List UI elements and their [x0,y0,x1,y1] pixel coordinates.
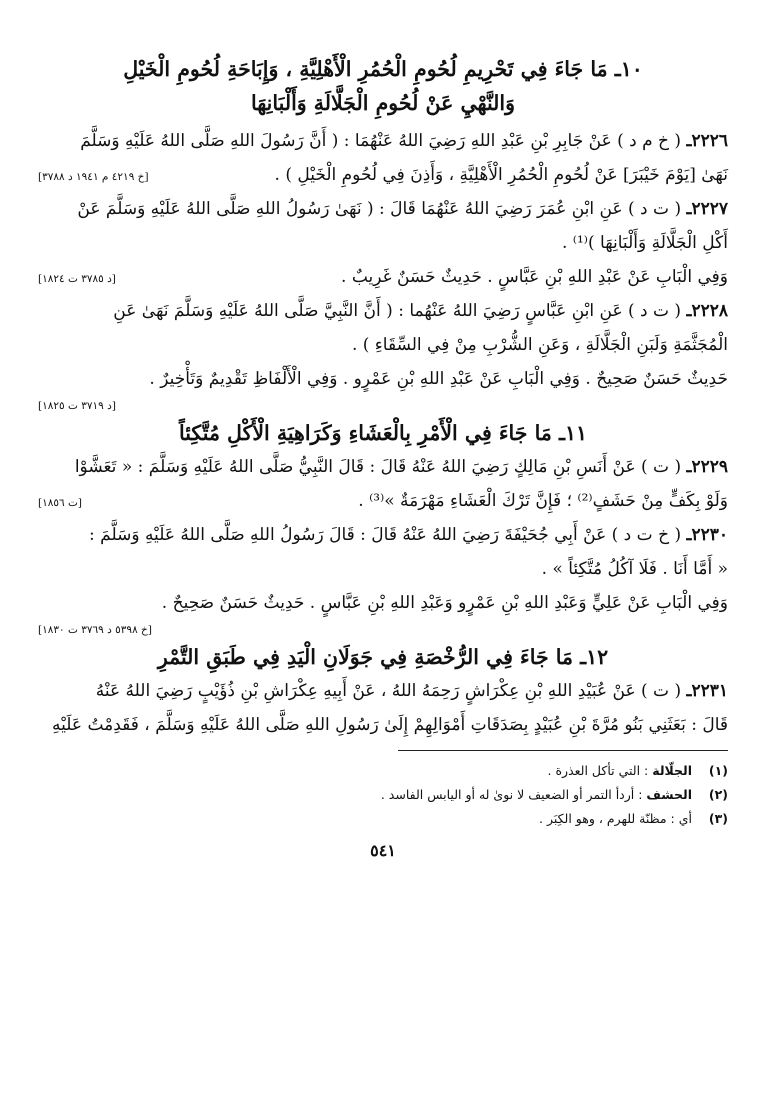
hadith-reference: [خ ٤٢١٩ م ١٩٤١ د ٣٧٨٨] [38,171,149,183]
hadith-number: ٢٢٢٩ـ [686,457,728,477]
hadith-2226 [38,124,728,192]
hadith-text: ( خ ت د ) عَنْ أَبِي جُحَيْفَةَ رَضِيَ اللهُ عَنْهُ قَالَ : قَالَ رَسُولُ اللهِ صَلَّى اللهُ عَلَيْهِ وَسَلَّمَ : [89,525,682,545]
footnote-text: الحشف : أردأ التمر أو الضعيف لا نوىٰ له أو اليابس الفاسد . [380,787,692,802]
hadith-text: ( ت د ) عَنِ ابْنِ عَبَّاسٍ رَضِيَ اللهُ عَنْهُما : ( أَنَّ النَّبِيَّ صَلَّى اللهُ عَلَيْهِ وَسَلَّمَ نَهَىٰ عَنِ [113,301,682,321]
footnote-2 [38,783,728,807]
footnotes [38,759,728,831]
hadith-line [38,484,728,518]
hadith-line [38,124,728,158]
hadith-number: ٢٢٣٠ـ [686,525,728,545]
hadith-2228 [38,294,728,416]
hadith-line: أَكْلِ الْجَلَّالَةِ وَأَلْبَانِهَا )⁽¹⁾ . [561,233,728,253]
footnote-1 [38,759,728,783]
book-page [38,52,728,860]
footnote-number: (١) [708,763,728,778]
hadith-number: ٢٢٢٧ـ [686,199,728,219]
hadith-line [38,192,728,226]
hadith-grading: حَدِيثٌ حَسَنٌ صَحِيحٌ . وَفِي الْبَابِ عَنْ عَبْدِ اللهِ بْنِ عَمْرٍو . وَفِي الْأَلْفَاظِ تَقْدِيمٌ وَتَأْخِيرٌ . [149,369,728,389]
hadith-line: الْمُجَثَّمَةِ وَلَبَنِ الْجَلَّالَةِ ، وَعَنِ الشُّرْبِ مِنْ فِي السِّقَاءِ ) . [351,335,728,355]
hadith-text: ( ت ) عَنْ أَنَسِ بْنِ مَالِكٍ رَضِيَ اللهُ عَنْهُ قَالَ : قَالَ النَّبِيُّ صَلَّى اللهُ عَلَيْهِ وَسَلَّمَ : « تَعَشَّوْا [74,457,682,477]
page-number: ٥٤١ [370,841,396,860]
chapter-title-12: ١٢ـ مَا جَاءَ فِي الرُّخْصَةِ فِي جَوَلَانِ الْيَدِ فِي طَبَقِ التَّمْرِ [157,645,609,669]
chapter-title-11: ١١ـ مَا جَاءَ فِي الْأَمْرِ بِالْعَشَاءِ وَكَرَاهِيَةِ الْأَكْلِ مُتَّكِئاً [179,421,587,445]
hadith-line [38,158,728,192]
hadith-line [38,518,728,552]
hadith-text: نَهَىٰ [يَوْمَ خَيْبَرَ] عَنْ لُحُومِ الْحُمُرِ الْأَهْلِيَّةِ ، وَأَذِنَ فِي لُحُومِ الْخَيْلِ ) . [274,165,728,185]
hadith-number: ٢٢٣١ـ [686,681,728,701]
hadith-line [38,450,728,484]
hadith-2229 [38,450,728,518]
hadith-grading: وَفِي الْبَابِ عَنْ عَلِيٍّ وَعَبْدِ اللهِ بْنِ عَمْرٍو وَعَبْدِ اللهِ بْنِ عَبَّاسٍ . حَدِيثٌ حَسَنٌ صَحِيحٌ . [161,593,728,613]
hadith-2231 [38,674,728,742]
hadith-2230 [38,518,728,640]
chapter-title-10-line2: وَالنَّهْيِ عَنْ لُحُومِ الْجَلَّالَةِ وَأَلْبَانِهَا [250,91,516,115]
hadith-line: قَالَ : بَعَثَنِي بَنُو مُرَّةَ بْنِ عُبَيْدٍ بِصَدَقَاتِ أَمْوَالِهِمْ إِلَىٰ رَسُولِ اللهِ صَلَّى اللهُ عَلَيْهِ وَسَلَّمَ ، فَقَدِمْتُ عَلَيْهِ [52,715,728,735]
hadith-reference: [د ٣٧١٩ ت ١٨٢٥] [38,400,116,412]
chapter-title-10: ١٠ـ مَا جَاءَ فِي تَحْرِيمِ لُحُومِ الْحُمُرِ الْأَهْلِيَّةِ ، وَإِبَاحَةِ لُحُومِ الْخَيْلِ [123,57,643,81]
hadith-line [38,674,728,708]
hadith-number: ٢٢٢٨ـ [686,301,728,321]
footnote-text: الجلّالة : التي تأكل العذرة . [547,763,692,778]
hadith-reference: [ت ١٨٥٦] [38,497,82,509]
hadith-line [38,260,728,294]
hadith-text: وَلَوْ بِكَفٍّ مِنْ حَشَفٍ⁽²⁾ ؛ فَإِنَّ تَرْكَ الْعَشَاءِ مَهْرَمَةٌ »⁽³⁾ . [358,491,728,511]
hadith-text: ( ت د ) عَنِ ابْنِ عُمَرَ رَضِيَ اللهُ عَنْهُمَا قَالَ : ( نَهَىٰ رَسُولُ اللهِ صَلَّى اللهُ عَلَيْهِ وَسَلَّمَ عَنْ [77,199,682,219]
hadith-reference: [خ ٥٣٩٨ د ٣٧٦٩ ت ١٨٣٠] [38,624,152,636]
footnote-divider [398,750,728,751]
hadith-number: ٢٢٢٦ـ [686,131,728,151]
hadith-grading: وَفِي الْبَابِ عَنْ عَبْدِ اللهِ بْنِ عَبَّاسٍ . حَدِيثٌ حَسَنٌ غَرِيبٌ . [341,267,728,287]
footnote-3 [38,807,728,831]
footnote-text: أي : مظنّة للهرم ، وهو الكِبَر . [539,811,692,826]
hadith-text: ( خ م د ) عَنْ جَابِرِ بْنِ عَبْدِ اللهِ رَضِيَ اللهُ عَنْهُمَا : ( أَنَّ رَسُولَ اللهِ صَلَّى اللهُ عَلَيْهِ وَسَلَّمَ [80,131,682,151]
footnote-number: (٢) [708,787,728,802]
hadith-line [38,294,728,328]
hadith-2227 [38,192,728,294]
footnote-number: (٣) [708,811,728,826]
hadith-text: ( ت ) عَنْ عُبَيْدِ اللهِ بْنِ عِكْرَاشٍ رَحِمَهُ اللهُ ، عَنْ أَبِيهِ عِكْرَاشِ بْنِ ذُؤَيْبٍ رَضِيَ اللهُ عَنْهُ [95,681,682,701]
hadith-line: « أَمَّا أَنَا . فَلَا آكُلُ مُتَّكِئاً » . [541,559,728,579]
hadith-reference: [د ٣٧٨٥ ت ١٨٢٤] [38,273,116,285]
